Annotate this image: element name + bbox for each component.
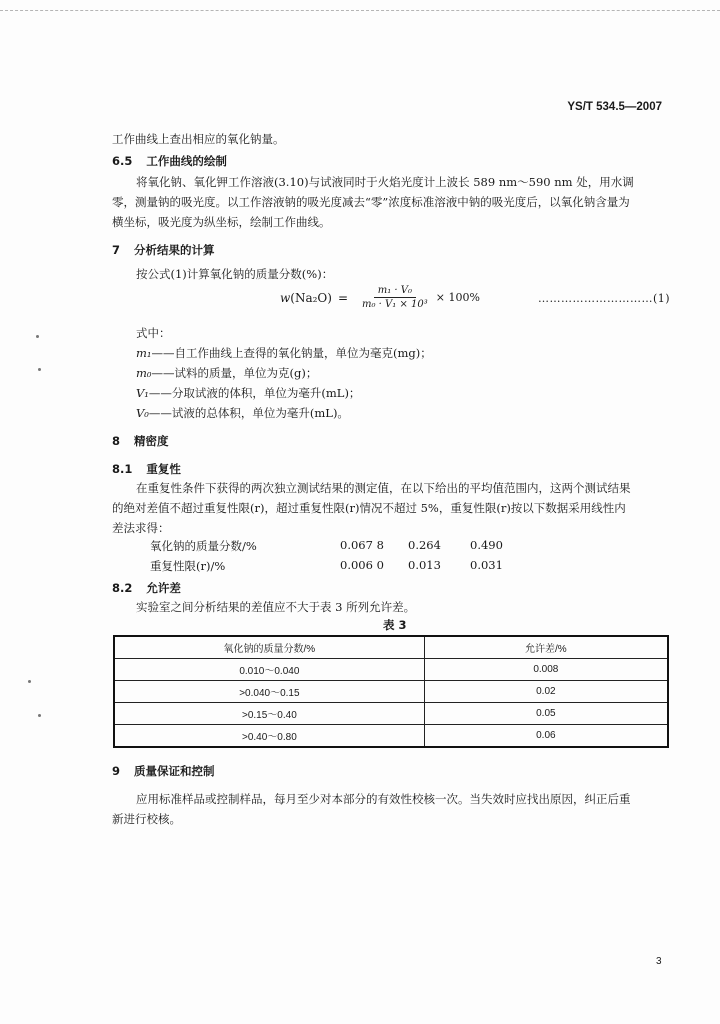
variable-desc: ——自工作曲线上查得的氧化钠量，单位为毫克(mg)； (151, 346, 432, 360)
row-value: 0.031 (470, 558, 503, 572)
formula-equals: = (337, 290, 349, 305)
variable-def (136, 385, 360, 401)
row-value: 0.006 0 (340, 558, 384, 572)
section-title: 允许差 (146, 581, 181, 595)
paragraph-line: 零，测量钠的吸光度。以工作溶液钠的吸光度减去“零”浓度标准溶液中钠的吸光度后，以氧化钠含量为 (112, 195, 630, 209)
table-cell: 0.05 (424, 703, 668, 725)
margin-mark (36, 335, 39, 338)
section-title: 工作曲线的绘制 (146, 154, 227, 168)
variable-def (136, 405, 349, 421)
paragraph-line: 实验室之间分析结果的差值应不大于表 3 所列允许差。 (136, 600, 416, 614)
section-number: 9 (112, 764, 121, 778)
where-label: 式中： (136, 326, 171, 340)
table-cell: >0.15～0.40 (114, 703, 424, 725)
table-cell: 0.010～0.040 (114, 659, 424, 681)
paragraph-line: 将氧化钠、氧化钾工作溶液(3.10)与试液同时于火焰光度计上波长 589 nm～590 nm 处，用水调 (136, 175, 634, 189)
column-header: 氧化钠的质量分数/% (114, 636, 424, 659)
row-label: 氧化钠的质量分数/% (150, 539, 257, 553)
variable-symbol: V₀ (136, 406, 149, 420)
formula-lhs-arg: (Na₂O) (290, 290, 332, 305)
section-6-5-heading (112, 153, 227, 169)
section-title: 质量保证和控制 (134, 764, 215, 778)
column-header: 允许差/% (424, 636, 668, 659)
row-value: 0.067 8 (340, 538, 384, 552)
paragraph-line: 横坐标，吸光度为纵坐标，绘制工作曲线。 (112, 215, 331, 229)
formula-1 (280, 285, 480, 310)
section-7-heading (112, 242, 215, 258)
variable-symbol: m₁ (136, 346, 152, 360)
formula-denominator: m₀ · V₁ × 10³ (362, 299, 428, 310)
variable-def (136, 345, 432, 361)
margin-mark (28, 680, 31, 683)
table-cell: >0.40～0.80 (114, 725, 424, 748)
paragraph-line: 新进行校核。 (112, 812, 181, 826)
intro-line: 工作曲线上查出相应的氧化钠量。 (112, 132, 285, 146)
variable-desc: ——分取试液的体积，单位为毫升(mL)； (148, 386, 361, 400)
row-value: 0.490 (470, 538, 503, 552)
top-border-line (0, 10, 720, 11)
section-number: 7 (112, 243, 121, 257)
table-row (114, 659, 668, 681)
paragraph-line: 在重复性条件下获得的两次独立测试结果的测定值，在以下给出的平均值范围内，这两个测试结果 (136, 481, 631, 495)
standard-code: YS/T 534.5—2007 (567, 101, 662, 113)
formula-lead: 按公式(1)计算氧化钠的质量分数(%)： (136, 267, 334, 281)
table-cell: 0.02 (424, 681, 668, 703)
section-8-heading (112, 433, 169, 449)
table-title: 表 3 (383, 618, 407, 632)
section-number: 8.1 (112, 462, 133, 476)
table-cell: >0.040～0.15 (114, 681, 424, 703)
paragraph-line: 的绝对差值不超过重复性限(r)，超过重复性限(r)情况不超过 5%，重复性限(r)按以下数据采用线性内 (112, 501, 626, 515)
section-8-1-heading (112, 461, 181, 477)
section-number: 8 (112, 434, 121, 448)
paragraph-line: 应用标准样品或控制样品，每月至少对本部分的有效性校核一次。当失效时应找出原因，纠正后重 (136, 792, 631, 806)
section-title: 精密度 (134, 434, 169, 448)
margin-mark (38, 714, 41, 717)
formula-numerator: m₁ · V₀ (374, 285, 416, 298)
table-row (114, 681, 668, 703)
formula-fraction (358, 285, 432, 310)
table-row (114, 703, 668, 725)
variable-symbol: m₀ (136, 366, 152, 380)
row-value: 0.013 (408, 558, 441, 572)
section-title: 分析结果的计算 (134, 243, 215, 257)
table-header-row (114, 636, 668, 659)
row-label: 重复性限(r)/% (150, 559, 226, 573)
formula-lhs: w (280, 290, 291, 305)
allowable-difference-table (113, 635, 669, 748)
variable-desc: ——试料的质量，单位为克(g)； (151, 366, 318, 380)
section-title: 重复性 (146, 462, 181, 476)
row-value: 0.264 (408, 538, 441, 552)
table-cell: 0.06 (424, 725, 668, 748)
variable-desc: ——试液的总体积，单位为毫升(mL)。 (148, 406, 349, 420)
variable-def (136, 365, 317, 381)
variable-symbol: V₁ (136, 386, 149, 400)
formula-times: × 100% (435, 291, 480, 304)
section-number: 8.2 (112, 581, 133, 595)
paragraph-line: 差法求得： (112, 521, 170, 535)
equation-number: …………………………(1) (538, 292, 671, 305)
section-8-2-heading (112, 580, 181, 596)
page-number: 3 (656, 956, 662, 967)
section-number: 6.5 (112, 154, 133, 168)
table-row (114, 725, 668, 748)
section-9-heading (112, 763, 215, 779)
table-cell: 0.008 (424, 659, 668, 681)
margin-mark (38, 368, 41, 371)
